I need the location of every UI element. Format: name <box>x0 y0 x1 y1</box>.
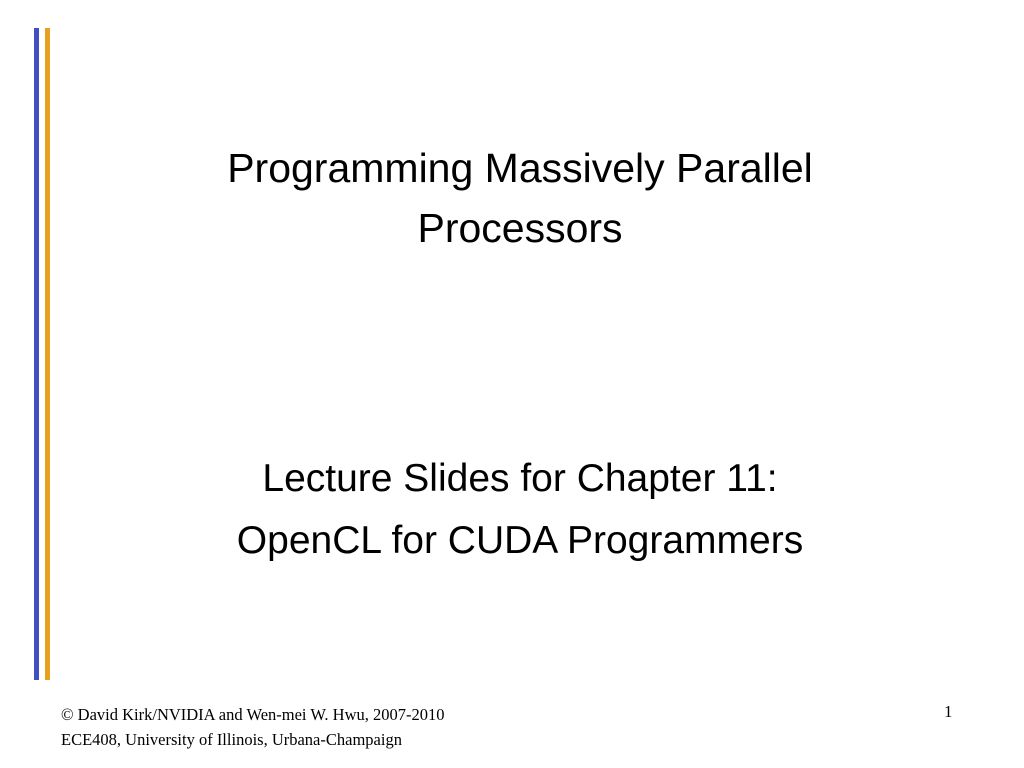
accent-bar-blue <box>34 28 39 680</box>
slide-subtitle-line-1: Lecture Slides for Chapter 11: <box>262 457 778 500</box>
accent-bar-orange <box>45 28 50 680</box>
slide-title <box>120 138 920 258</box>
page-number: 1 <box>944 702 953 721</box>
slide-title-line-1: Programming Massively Parallel <box>227 145 813 191</box>
affiliation-line: ECE408, University of Illinois, Urbana-Champaign <box>61 730 402 749</box>
slide-subtitle <box>110 448 930 572</box>
slide-subtitle-line-2: OpenCL for CUDA Programmers <box>236 519 804 562</box>
slide-title-line-2: Processors <box>417 205 623 251</box>
copyright-line: © David Kirk/NVIDIA and Wen-mei W. Hwu, 2007-2010 <box>61 705 445 724</box>
slide-footer <box>61 702 761 752</box>
